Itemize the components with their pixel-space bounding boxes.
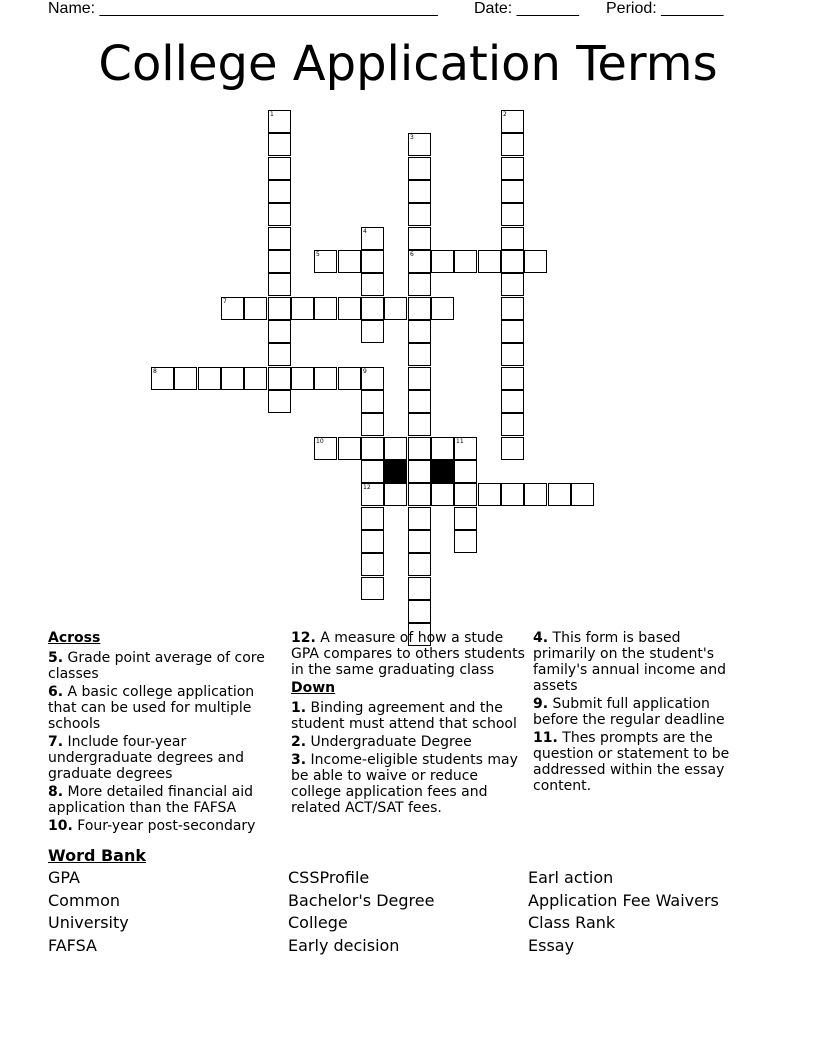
crossword-black-square xyxy=(384,460,407,483)
clue-across-5: 5. Grade point average of core classes xyxy=(48,650,265,682)
crossword-cell[interactable] xyxy=(501,297,524,320)
crossword-cell[interactable] xyxy=(408,577,431,600)
crossword-cell[interactable] xyxy=(361,413,384,436)
crossword-cell[interactable] xyxy=(501,180,524,203)
clue-across-8: 8. More detailed financial aid application than the FAFSA xyxy=(48,784,253,816)
crossword-cell[interactable] xyxy=(268,273,291,296)
crossword-cell[interactable] xyxy=(361,437,384,460)
word-bank-title: Word Bank xyxy=(48,846,147,865)
crossword-cell[interactable] xyxy=(244,297,267,320)
crossword-cell[interactable] xyxy=(408,297,431,320)
word-bank-item: Earl action xyxy=(528,868,614,887)
crossword-cell[interactable] xyxy=(268,250,291,273)
clue-down-1: 1. Binding agreement and the student must attend that school xyxy=(291,700,517,732)
crossword-cell[interactable] xyxy=(338,297,361,320)
crossword-cell[interactable] xyxy=(571,483,594,506)
crossword-cell[interactable] xyxy=(501,390,524,413)
crossword-cell[interactable] xyxy=(361,227,384,250)
crossword-cell[interactable] xyxy=(501,437,524,460)
crossword-cell[interactable] xyxy=(291,297,314,320)
clue-number: 9 xyxy=(363,368,367,375)
crossword-cell[interactable] xyxy=(454,507,477,530)
crossword-cell[interactable] xyxy=(431,250,454,273)
crossword-cell[interactable] xyxy=(408,227,431,250)
crossword-cell[interactable] xyxy=(268,157,291,180)
clue-across-12: 12. A measure of how a stude GPA compares to others students in the same graduating class xyxy=(291,630,525,678)
crossword-cell[interactable] xyxy=(268,297,291,320)
crossword-cell[interactable] xyxy=(524,250,547,273)
crossword-cell[interactable] xyxy=(361,577,384,600)
crossword-cell[interactable] xyxy=(478,250,501,273)
crossword-cell[interactable] xyxy=(431,437,454,460)
crossword-cell[interactable] xyxy=(501,273,524,296)
word-bank-item: FAFSA xyxy=(48,936,97,955)
crossword-cell[interactable] xyxy=(361,297,384,320)
crossword-cell[interactable] xyxy=(198,367,221,390)
crossword-cell[interactable] xyxy=(431,297,454,320)
crossword-cell[interactable] xyxy=(221,367,244,390)
clue-down-3: 3. Income-eligible students may be able to waive or reduce college application fees and related ACT/SAT fees. xyxy=(291,752,518,816)
crossword-cell[interactable] xyxy=(361,553,384,576)
crossword-cell[interactable] xyxy=(384,297,407,320)
crossword-cell[interactable] xyxy=(408,437,431,460)
crossword-cell[interactable] xyxy=(501,367,524,390)
crossword-cell[interactable] xyxy=(501,157,524,180)
word-bank-item: Class Rank xyxy=(528,913,616,932)
word-bank-item: Essay xyxy=(528,936,575,955)
word-bank-item: CSSProfile xyxy=(288,868,370,887)
crossword-cell[interactable] xyxy=(361,250,384,273)
crossword-cell[interactable] xyxy=(268,203,291,226)
crossword-cell[interactable] xyxy=(151,367,174,390)
crossword-cell[interactable] xyxy=(408,320,431,343)
crossword-cell[interactable] xyxy=(408,250,431,273)
clue-number: 2 xyxy=(503,111,507,118)
word-bank-item: University xyxy=(48,913,129,932)
crossword-cell[interactable] xyxy=(454,530,477,553)
down-heading: Down xyxy=(291,680,336,696)
crossword-cell[interactable] xyxy=(268,390,291,413)
crossword-cell[interactable] xyxy=(454,483,477,506)
crossword-cell[interactable] xyxy=(524,483,547,506)
crossword-cell[interactable] xyxy=(408,203,431,226)
word-bank-item: Common xyxy=(48,891,121,910)
clue-down-9: 9. Submit full application before the regular deadline xyxy=(533,696,725,728)
clue-column-1 xyxy=(48,630,273,836)
crossword-cell[interactable] xyxy=(314,437,337,460)
clue-number: 10 xyxy=(316,438,324,445)
clue-across-7: 7. Include four-year undergraduate degrees and graduate degrees xyxy=(48,734,245,782)
crossword-cell[interactable] xyxy=(408,367,431,390)
crossword-cell[interactable] xyxy=(361,483,384,506)
crossword-cell[interactable] xyxy=(501,483,524,506)
clue-column-3 xyxy=(533,630,743,796)
crossword-cell[interactable] xyxy=(408,390,431,413)
crossword-cell[interactable] xyxy=(361,320,384,343)
crossword-cell[interactable] xyxy=(408,133,431,156)
crossword-cell[interactable] xyxy=(408,343,431,366)
crossword-cell[interactable] xyxy=(268,367,291,390)
crossword-cell[interactable] xyxy=(501,320,524,343)
crossword-cell[interactable] xyxy=(548,483,571,506)
crossword-cell[interactable] xyxy=(314,297,337,320)
crossword-cell[interactable] xyxy=(501,203,524,226)
crossword-cell[interactable] xyxy=(408,530,431,553)
clue-number: 1 xyxy=(270,111,274,118)
crossword-cell[interactable] xyxy=(501,413,524,436)
crossword-cell[interactable] xyxy=(408,180,431,203)
crossword-cell[interactable] xyxy=(314,250,337,273)
crossword-cell[interactable] xyxy=(291,367,314,390)
crossword-cell[interactable] xyxy=(268,227,291,250)
clue-down-2: 2. Undergraduate Degree xyxy=(291,734,472,750)
word-bank-item: Application Fee Waivers xyxy=(528,891,719,910)
crossword-cell[interactable] xyxy=(338,367,361,390)
word-bank-item: Early decision xyxy=(288,936,400,955)
crossword-cell[interactable] xyxy=(408,483,431,506)
crossword-cell[interactable] xyxy=(268,110,291,133)
crossword-black-square xyxy=(431,460,454,483)
clue-column-2 xyxy=(291,630,525,818)
crossword-cell[interactable] xyxy=(408,273,431,296)
word-bank-item: College xyxy=(288,913,348,932)
clue-number: 12 xyxy=(363,484,371,491)
crossword-cell[interactable] xyxy=(338,437,361,460)
word-bank-item: Bachelor's Degree xyxy=(288,891,435,910)
clue-number: 4 xyxy=(363,228,367,235)
crossword-cell[interactable] xyxy=(361,460,384,483)
crossword-cell[interactable] xyxy=(268,320,291,343)
crossword-cell[interactable] xyxy=(454,460,477,483)
crossword-cell[interactable] xyxy=(454,250,477,273)
crossword-cell[interactable] xyxy=(408,157,431,180)
crossword-cell[interactable] xyxy=(338,250,361,273)
crossword-cell[interactable] xyxy=(408,507,431,530)
clue-number: 11 xyxy=(456,438,464,445)
word-bank-item: GPA xyxy=(48,868,80,887)
across-heading: Across xyxy=(48,630,101,646)
crossword-cell[interactable] xyxy=(244,367,267,390)
clue-number: 3 xyxy=(410,134,414,141)
crossword-cell[interactable] xyxy=(314,367,337,390)
period-field-label[interactable]: Period: _______ xyxy=(606,0,724,17)
clue-down-11: 11. Thes prompts are the question or statement to be addressed within the essay content. xyxy=(533,730,730,794)
name-field-label[interactable]: Name: ______________________________________ xyxy=(48,0,438,17)
clue-down-4: 4. This form is based primarily on the student's family's annual income and assets xyxy=(533,630,726,694)
crossword-cell[interactable] xyxy=(431,483,454,506)
clue-number: 6 xyxy=(410,251,414,258)
page-title: College Application Terms xyxy=(98,36,718,92)
crossword-cell[interactable] xyxy=(501,133,524,156)
crossword-cell[interactable] xyxy=(268,343,291,366)
clue-across-6: 6. A basic college application that can be used for multiple schools xyxy=(48,684,255,732)
crossword-cell[interactable] xyxy=(361,367,384,390)
clue-across-10: 10. Four-year post-secondary xyxy=(48,818,256,834)
crossword-cell[interactable] xyxy=(454,437,477,460)
crossword-cell[interactable] xyxy=(361,273,384,296)
crossword-cell[interactable] xyxy=(361,530,384,553)
crossword-cell[interactable] xyxy=(501,250,524,273)
crossword-cell[interactable] xyxy=(361,390,384,413)
crossword-cell[interactable] xyxy=(361,507,384,530)
crossword-cell[interactable] xyxy=(384,437,407,460)
crossword-cell[interactable] xyxy=(221,297,244,320)
crossword-cell[interactable] xyxy=(501,343,524,366)
clue-number: 8 xyxy=(153,368,157,375)
crossword-cell[interactable] xyxy=(384,483,407,506)
crossword-cell[interactable] xyxy=(268,180,291,203)
crossword-cell[interactable] xyxy=(268,133,291,156)
crossword-cell[interactable] xyxy=(408,460,431,483)
crossword-cell[interactable] xyxy=(408,553,431,576)
date-field-label[interactable]: Date: _______ xyxy=(474,0,579,17)
crossword-cell[interactable] xyxy=(408,413,431,436)
crossword-cell[interactable] xyxy=(501,227,524,250)
crossword-cell[interactable] xyxy=(174,367,197,390)
clue-number: 7 xyxy=(223,298,227,305)
clue-number: 5 xyxy=(316,251,320,258)
crossword-cell[interactable] xyxy=(408,600,431,623)
crossword-cell[interactable] xyxy=(501,110,524,133)
crossword-cell[interactable] xyxy=(478,483,501,506)
